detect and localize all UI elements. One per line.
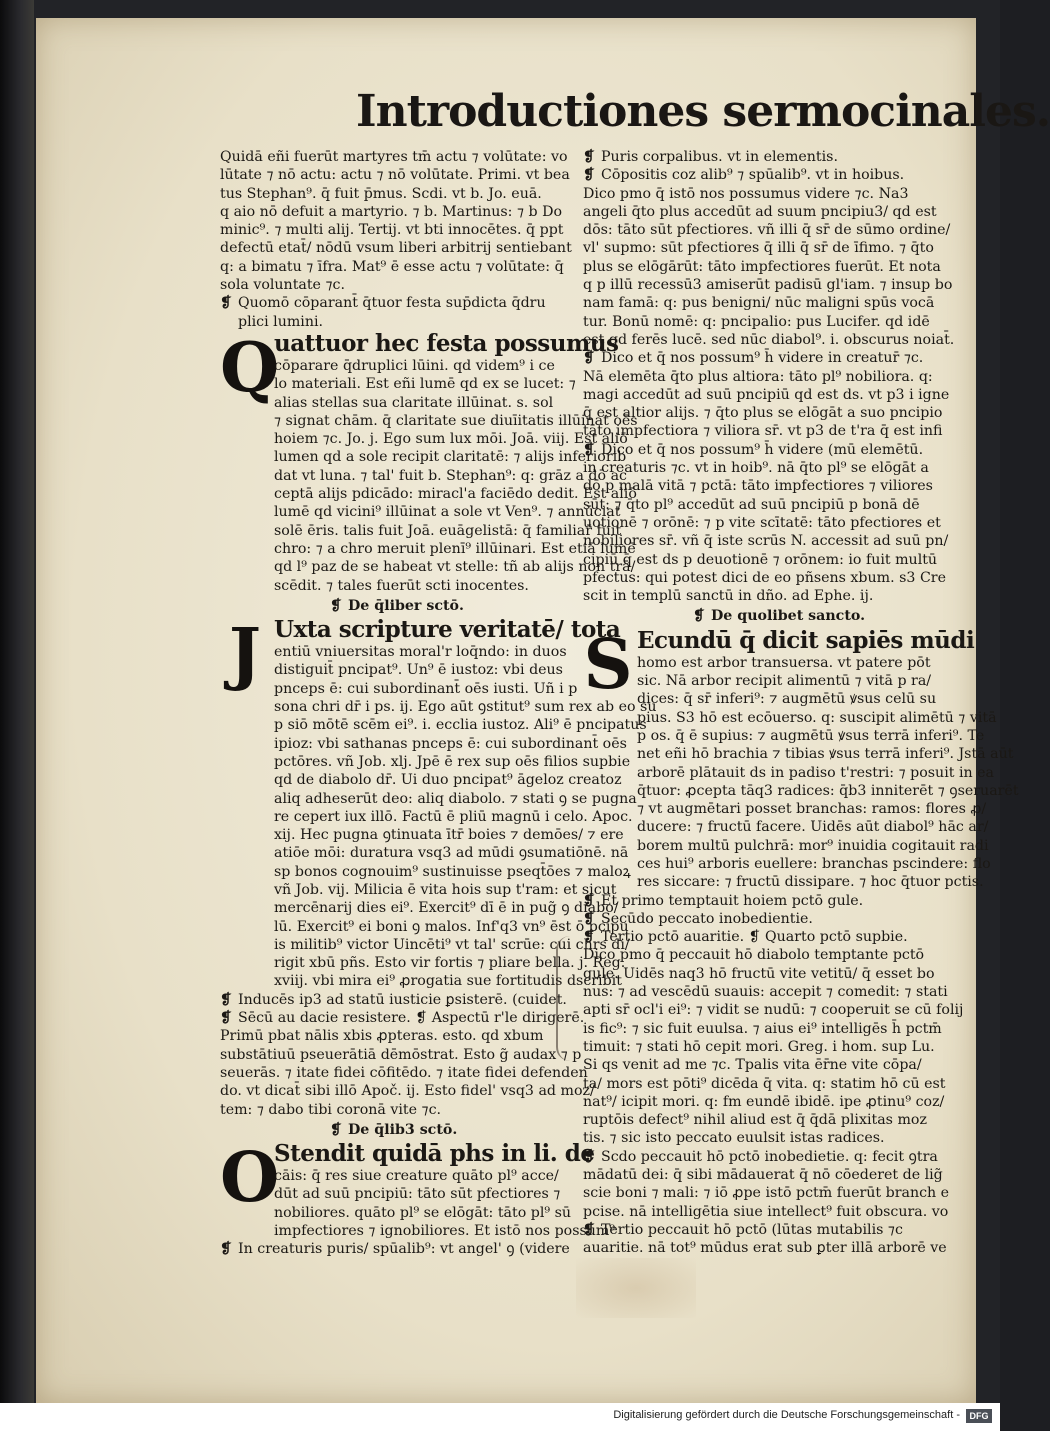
- section-heading: ❡ De q̄liber sctō.: [330, 597, 565, 615]
- text-line: cāis: q̄ res siue creature quāto pl⁹ acce/: [274, 1168, 559, 1185]
- text-line: dūt ad suū pncipiū: tāto sūt pfectiores ⁊: [274, 1186, 561, 1203]
- text-line: vñ Job. vij. Milicia ē vita hois sup t'ram: et sicut: [274, 881, 617, 898]
- text-line: nobiliores sr̄. vñ q̄ iste scrūs N. accessit ad suū pn/: [583, 533, 949, 550]
- text-line: dōs: tāto sūt pfectiores. vñ illi q̄ sr̄ de sūmo ordine/: [583, 222, 951, 239]
- text-line: Si qs venit ad me ⁊c. Tpalis vita ēr̄ne vite cōpa/: [583, 1057, 922, 1074]
- text-line: dices: q̄ sr̄ inferi⁹: ⁊ augmētū ꝟsus celū su: [637, 691, 937, 708]
- text-line: p os. q̄ ē supius: ⁊ augmētū ꝟsus terrā inferi⁹. Te: [637, 727, 985, 744]
- rubric: ❡ Inducēs ip3 ad statū iusticie ꝑsisterē. (cuidet.: [220, 991, 565, 1009]
- text-line: seuerās. ⁊ itate fidei cōfitēdo. ⁊ itate fidei defenden: [220, 1064, 588, 1081]
- rubric: ❡ Tertio peccauit hō pctō (lūtas mutabilis ⁊c: [583, 1221, 928, 1239]
- text-line: scēdit. ⁊ tales fuerūt scti inocentes.: [274, 577, 529, 594]
- text-line: arborē plātauit ds in padiso t'restri: ⁊ posuit in ea: [637, 764, 994, 781]
- text-line: q aio nō defuit a martyrio. ⁊ b. Martinus: ⁊ b Do: [220, 203, 563, 220]
- text-line: apti sr̄ ocl'i ei⁹: ⁊ vidit se nudū: ⁊ cooperuit se cū folij: [583, 1002, 964, 1019]
- left-column: [220, 148, 657, 1258]
- lead-line: uattuor hec festa possumus: [274, 329, 619, 357]
- text-line: is fic⁹: ⁊ sic fuit euulsa. ⁊ aius ei⁹ intelligēs h̄ pctm̄: [583, 1020, 942, 1037]
- text-line: nobiliores. quāto pl⁹ se elōgāt: tāto pl⁹ sū: [274, 1204, 571, 1221]
- rubric: ❡ Scdo peccauit hō pctō inobedietie. q: fecit ꝯtra: [583, 1148, 928, 1166]
- text-line: is militib⁹ victor Uincēti⁹ vt tal' scrūe: cui chrs di/: [274, 936, 630, 953]
- text-line: mercēnarij dies ei⁹. Exercit⁹ dī ē in pug̃ ꝯ diabo/: [274, 900, 619, 917]
- rubric: ❡ Quomō cōparant̄ q̄tuor festa sup̄dicta q̄dru: [220, 294, 565, 312]
- text-line: pnceps ē: cui subordinant̄ oēs iusti. Uñ i p: [274, 680, 578, 697]
- text-line: lumē qd vicini⁹ illūinat a sole vt Ven⁹. ⁊ annūciat: [274, 504, 621, 521]
- text-line: timuit: ⁊ stati hō cepit mori. Greg. i hom. sup Lu.: [583, 1038, 935, 1055]
- text-line: tus Stephan⁹. q̄ fuit p̄mus. Scdi. vt b. Jo. euā.: [220, 185, 542, 202]
- text-line: mādatū dei: q̄ sibi mādauerat q̄ nō cōederet de lig̃: [583, 1167, 943, 1184]
- running-head: Introductiones sermocinales.: [356, 86, 1050, 137]
- rubric: ❡ Cōpositis coz alib⁹ ⁊ spūalib⁹. vt in hoibus.: [583, 166, 928, 184]
- book-page: [36, 18, 1050, 1403]
- text-line: tem: ⁊ dabo tibi coronā vite ⁊c.: [220, 1101, 442, 1118]
- section-heading: ❡ De q̄lib3 sctō.: [330, 1121, 565, 1139]
- text-line: entiū vniuersitas moral'r loq̄ndo: in duos: [274, 644, 567, 661]
- text-line: defectū etat̄/ nōdū vsum liberi arbitrij sentiebant: [220, 240, 572, 257]
- text-line: est qd ferēs lucē. sed nūc diabol⁹. i. obscurus noiat̄.: [583, 331, 955, 348]
- text-line: lūtate ⁊ nō actu: actu ⁊ nō volūtate. Primi. vt bea: [220, 167, 570, 184]
- initial-paragraph: [220, 1138, 616, 1240]
- text-line: xij. Hec pugna ꝯtinuata ītr̄ boies ⁊ demōes/ ⁊ ere: [274, 827, 624, 844]
- text-line: res siccare: ⁊ fructū dissipare. ⁊ hoc q̄tuor pctis.: [637, 874, 984, 891]
- text-line: dō p malā vitā ⁊ pctā: tāto impfectiores ⁊ viliores: [583, 478, 933, 495]
- text-line: xviij. vbi mira ei⁹ ꝓrogatia sue fortitudis dscribit: [274, 973, 622, 990]
- text-line: sona chri dr̄ i ps. ij. Ego aūt ꝯstitut⁹ sum rex ab eo su: [274, 699, 657, 716]
- initial-paragraph: [583, 624, 1019, 892]
- text-line: tāto impfectiora ⁊ viliora sr̄. vt p3 de t'ra q̄ est infi: [583, 423, 943, 440]
- text-line: dat vt luna. ⁊ tal' fuit b. Stephan⁹: q: grāz a dō ac: [274, 467, 627, 484]
- text-line: sola voluntate ⁊c.: [220, 277, 345, 294]
- rubric: ❡ Secūdo peccato inobedientie.: [583, 910, 928, 928]
- text-line: ta/ mors est pōti⁹ dicēda q̄ vita. q: statim hō cū est: [583, 1075, 946, 1092]
- text-line: impfectiores ⁊ ignobiliores. Et istō nos possum⁹: [274, 1223, 616, 1240]
- lead-line: Stendit quidā phs in li. de: [274, 1140, 595, 1168]
- text-line: magi accedūt ad suū pncipiū qd est ds. vt p3 i igne: [583, 386, 950, 403]
- text-line: atiōe mōi: duratura vsq3 ad mūdi ꝯsumatiōnē. nā: [274, 845, 629, 862]
- text-line: angeli q̄to plus accedūt ad suum pncipiu3/ qd est: [583, 203, 937, 220]
- text-line: qd l⁹ paz de se habeat vt stelle: tñ ab alijs non trā/: [274, 559, 636, 576]
- rubric: ❡ Et primo temptauit hoiem pctō gule.: [583, 892, 928, 910]
- text-line: ceptā alijs pdicādo: miracl'a faciēdo dedit. Est aliō: [274, 486, 637, 503]
- initial-paragraph: [220, 614, 657, 991]
- text-line: q: a bimatu ⁊ īfra. Mat⁹ ē esse actu ⁊ volūtate: q̄: [220, 258, 564, 275]
- book-spine: [0, 0, 34, 1431]
- rubric: ❡ In creaturis puris/ spūalib⁹: vt angel' ꝯ (videre: [220, 1240, 565, 1258]
- text-line: cipiū q̄ est ds p deuotionē ⁊ orōnem: io fuit multū: [583, 551, 938, 568]
- text-line: rigit xbū pñs. Esto vir fortis ⁊ pliare bella. j. Reg.: [274, 955, 626, 972]
- section-heading: ❡ De quolibet sancto.: [693, 607, 928, 625]
- lead-line: Ecundū q̄ dicit sapiēs mūdi: [637, 626, 975, 654]
- text-line: p siō mōtē scēm ei⁹. i. ecclia iustoz. Ali⁹ ē pncipatus: [274, 717, 647, 734]
- text-line: minic⁹. ⁊ multi alij. Tertij. vt bti innocētes. q̄ ppt: [220, 222, 564, 239]
- text-line: gule. Uidēs naq3 hō fructū vite vetitū/ q̄ esset bo: [583, 965, 935, 982]
- text-line: qd de diabolo dr̄. Ui duo pncipat⁹ āgeloz creatoz: [274, 772, 622, 789]
- text-line: pcise. nā intelligētia siue intellect⁹ fuit obscura. vo: [583, 1203, 949, 1220]
- text-line: lo materiali. Est eñi lumē qd ex se lucet: ⁊: [274, 376, 576, 393]
- text-line: re cepert iux illō. Factū ē pliū magnū i celo. Apoc.: [274, 808, 633, 825]
- text-line: Dico pmo q̄ istō nos possumus videre ⁊c. Na3: [583, 185, 909, 202]
- text-line: do. vt dicat̄ sibi illō Apoč. ij. Esto fidel' vsq3 ad moz/: [220, 1083, 595, 1100]
- text-line: distiguit̄ pncipat⁹. Un⁹ ē iustoz: vbi deus: [274, 662, 563, 679]
- decorated-initial: Q: [220, 327, 280, 408]
- text-line: Dico pmo q̄ peccauit hō diabolo temptante pctō: [583, 947, 925, 964]
- text-line: solē ēris. talis fuit Joā. euāgelistā: q̄ familiar̄ fuit: [274, 522, 622, 539]
- text-line: chro: ⁊ a chro meruit plenī⁹ illūinari. Est etiā lumē: [274, 540, 636, 557]
- text-line: cōparare q̄druplici lūini. qd videm⁹ i ce: [274, 357, 555, 374]
- text-line: ⁊ signat chām. q̄ claritate sue diuīitatis illūinat oēs: [274, 412, 638, 429]
- text-line: vl' supmo: sūt pfectiores q̄ illi q̄ sr̄ de īfimo. ⁊ q̄to: [583, 240, 934, 257]
- text-line: ipioz: vbi sathanas pnceps ē: cui subordinant̄ oēs: [274, 735, 627, 752]
- text-line: sūt: ⁊ q̄to pl⁹ accedūt ad suū pncipiū p bonā dē: [583, 496, 920, 513]
- text-line: pctōres. vñ Job. xlj. Jpē ē rex sup oēs filios supbie: [274, 753, 631, 770]
- text-line: substātiuū pseuerātiā dēmōstrat. Esto g̃ audax ⁊ p: [220, 1046, 582, 1063]
- text-line: borem multū pulchrā: mor⁹ inuidia cogitauit radi: [637, 837, 989, 854]
- text-line: lū. Exercit⁹ ei boni ꝯ malos. Inf'q3 vn⁹ ēst ō pcipu: [274, 918, 629, 935]
- text-line: tur. Bonū nomē: q: pncipalio: pus Lucifer. qd idē: [583, 313, 930, 330]
- text-line: nat⁹/ icipit mori. q: fm eundē ibidē. ipe ꝓtinu⁹ coz/: [583, 1093, 945, 1110]
- text-line: homo est arbor transuersa. vt patere pōt: [637, 654, 931, 671]
- text-line: sp bonos cognouim⁹ sustinuisse pseqt̄ōes ⁊ maloꝝ: [274, 863, 631, 880]
- handwritten-margin-mark: [556, 936, 586, 1061]
- text-line: Quidā eñi fuerūt martyres tm̄ actu ⁊ volūtate: vo: [220, 149, 568, 165]
- rubric: ❡ Dico et q̄ nos possum⁹ h̄ videre in creatur̄ ⁊c.: [583, 349, 928, 367]
- text-line: nus: ⁊ ad vescēdū suauis: accepit ⁊ comedit: ⁊ stati: [583, 984, 948, 1001]
- dfg-logo: DFG: [966, 1409, 992, 1423]
- text-line: net eñi hō brachia ⁊ tibias ꝟsus terrā inferi⁹. Jstā aūt: [637, 746, 1014, 763]
- text-line: sic. Nā arbor recipit alimentū ⁊ vitā p ra/: [637, 673, 932, 690]
- lead-line: Uxta scripture veritatē/ tota: [274, 616, 621, 644]
- text-line: lumen qd a sole recipit claritatē: ⁊ alijs inferiorib: [274, 449, 627, 466]
- text-line: pius. S3 hō est ecōuerso. q: suscipit alimētū ⁊ vitā: [637, 709, 997, 726]
- initial-paragraph: [220, 327, 638, 595]
- text-line: plici lumini.: [238, 313, 324, 330]
- text-line: plus se elōgārūt: tāto impfectiores fuerūt. Et nota: [583, 258, 941, 275]
- text-line: ⁊ vt augmētari posset branchas: ramos: flores ꝓ/: [637, 801, 987, 818]
- text-line: aliq adheserūt deo: aliq diabolo. ⁊ stati ꝯ se pugna: [274, 790, 637, 807]
- rubric: ❡ Tertio pctō auaritie. ❡ Quarto pctō supbie.: [583, 928, 928, 946]
- text-line: uotionē ⁊ orōnē: ⁊ p vite scītatē: tāto pfectiores et: [583, 514, 941, 531]
- rubric: ❡ Sēcū au dacie resistere. ❡ Aspectū r'le dirigerē.: [220, 1009, 565, 1027]
- text-line: tis. ⁊ sic isto peccato euulsit istas radices.: [583, 1130, 885, 1147]
- text-line: q̄tuor: ꝓcepta tāq3 radices: q̄b3 inniterēt ⁊ ꝯseruarēt: [637, 782, 1019, 799]
- text-line: ruptōis defect⁹ nihil aliud est q̄ q̄dā plixitas moz: [583, 1112, 927, 1129]
- text-line: Nā elemēta q̄to plus altiora: tāto pl⁹ nobiliora. q:: [583, 368, 933, 385]
- decorated-initial: O: [220, 1138, 280, 1219]
- text-line: scit in templū sanctū in dño. ad Ephe. ij.: [583, 588, 874, 605]
- text-line: in creaturis ⁊c. vt in hoib⁹. nā q̄to pl⁹ se elōgāt a: [583, 460, 929, 477]
- text-line: hoiem ⁊c. Jo. j. Ego sum lux mōi. Joā. viij. Est aliō: [274, 431, 628, 448]
- rubric: ❡ Puris corpalibus. vt in elementis.: [583, 148, 928, 166]
- text-line: ces hui⁹ arboris euellere: branchas pscindere: flo: [637, 855, 991, 872]
- decorated-initial: S: [583, 624, 633, 705]
- text-line: auaritie. nā tot⁹ mūdus erat sub ꝑter illā arborē ve: [583, 1240, 947, 1257]
- right-column: [583, 148, 1019, 1257]
- text-line: nam famā: q: pus benigni/ nūc maligni spūs vocā: [583, 295, 935, 312]
- text-line: ducere: ⁊ fructū facere. Uidēs aūt diabol⁹ hāc ar/: [637, 819, 989, 836]
- text-line: scie boni ⁊ mali: ⁊ iō ꝓpe istō pctm̄ fuerūt branch e: [583, 1185, 950, 1202]
- text-line: alias stellas sua claritate illūinat. s. sol: [274, 394, 554, 411]
- text-line: q̄ est altior alijs. ⁊ q̄to plus se elōgāt a suo pncipio: [583, 405, 943, 422]
- rubric: ❡ Dico et q̄ nos possum⁹ h̄ videre (mū elemētū.: [583, 441, 928, 459]
- text-line: q p illū recessū3 amiserūt padisū gl'iam. ⁊ insup bo: [583, 277, 953, 294]
- text-line: pfectus: qui potest dici de eo pñsens xbum. s3 Cre: [583, 569, 946, 586]
- digitization-footer: [0, 1403, 1000, 1431]
- text-line: Primū pbat nālis xbis ꝓpteras. esto. qd xbum: [220, 1028, 544, 1045]
- footer-credit: Digitalisierung gefördert durch die Deutsche Forschungsgemeinschaft -: [613, 1409, 960, 1421]
- paper-stain: [576, 1258, 696, 1318]
- decorated-initial: J: [228, 614, 262, 695]
